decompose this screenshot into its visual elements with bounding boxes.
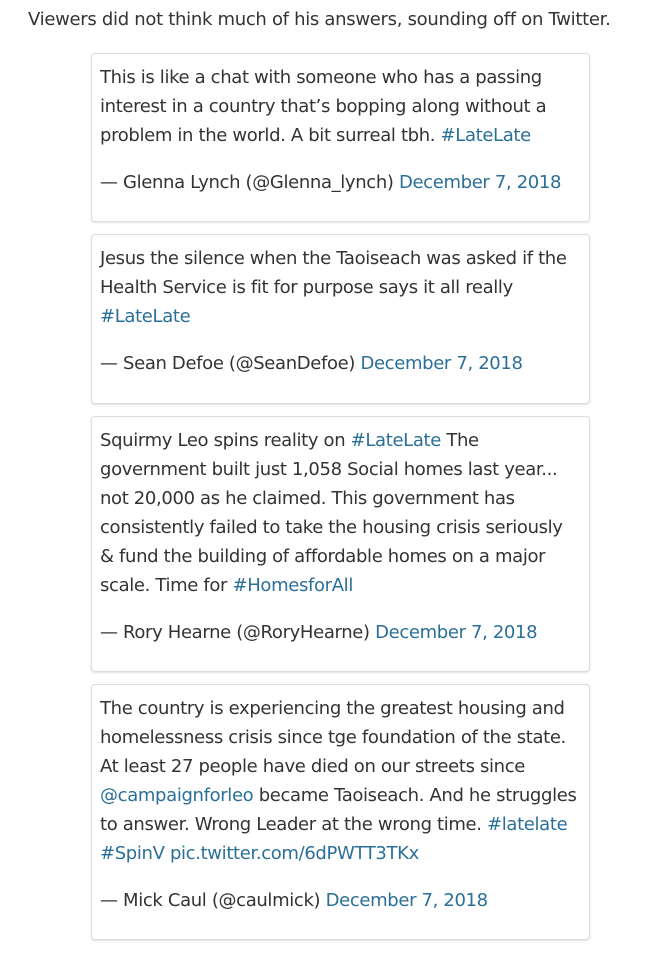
tweet-card <box>91 684 590 940</box>
mention-link[interactable]: @campaignforleo <box>100 785 254 806</box>
tweet-card <box>91 234 590 404</box>
tweet-text <box>100 426 579 600</box>
tweet-text <box>100 244 579 331</box>
tweet-card <box>91 416 590 672</box>
tweet-text <box>100 694 579 868</box>
tweet-body-continued: The government built just 1,058 Social homes last year... not 20,000 as he claimed. This government has consistently failed to take the housing crisis seriously & fund the building of affordable homes on a major scale. Time for <box>100 430 563 596</box>
tweet-date-link[interactable]: December 7, 2018 <box>325 890 488 911</box>
tweet-body: Jesus the silence when the Taoiseach was asked if the Health Service is fit for purpose says it all really <box>100 248 567 298</box>
tweet-body: This is like a chat with someone who has a passing interest in a country that’s bopping along without a problem in the world. A bit surreal tbh. <box>100 67 547 146</box>
tweet-text <box>100 63 579 150</box>
tweet-author: — Sean Defoe (@SeanDefoe) <box>100 353 356 374</box>
hashtag-link[interactable]: #latelate <box>487 814 568 835</box>
tweet-body: Squirmy Leo spins reality on <box>100 430 346 451</box>
pic-link[interactable]: pic.twitter.com/6dPWTT3TKx <box>169 843 419 864</box>
hashtag-link[interactable]: #LateLate <box>350 430 441 451</box>
tweet-card <box>91 53 590 222</box>
tweet-attribution <box>100 349 579 378</box>
tweet-date-link[interactable]: December 7, 2018 <box>398 172 562 193</box>
intro-text: Viewers did not think much of his answers, sounding off on Twitter. <box>28 9 611 30</box>
tweet-author: — Mick Caul (@caulmick) <box>100 890 321 911</box>
tweet-body-continued: became Taoiseach. And he struggles to answer. Wrong Leader at the wrong time. <box>100 785 577 835</box>
tweet-author: — Rory Hearne (@RoryHearne) <box>100 622 370 643</box>
hashtag-link[interactable]: #SpinV <box>100 843 165 864</box>
tweet-date-link[interactable]: December 7, 2018 <box>360 353 523 374</box>
tweet-attribution <box>100 886 579 915</box>
tweet-attribution <box>100 168 579 197</box>
tweet-attribution <box>100 618 579 647</box>
tweet-body: The country is experiencing the greatest housing and homelessness crisis since tge foundation of the state. At least 27 people have died on our streets since <box>100 698 566 777</box>
tweet-date-link[interactable]: December 7, 2018 <box>375 622 538 643</box>
hashtag-link[interactable]: #LateLate <box>100 306 191 327</box>
tweet-author: — Glenna Lynch (@Glenna_lynch) <box>100 172 394 193</box>
hashtag-link[interactable]: #LateLate <box>440 125 531 146</box>
hashtag-link[interactable]: #HomesforAll <box>232 575 353 596</box>
